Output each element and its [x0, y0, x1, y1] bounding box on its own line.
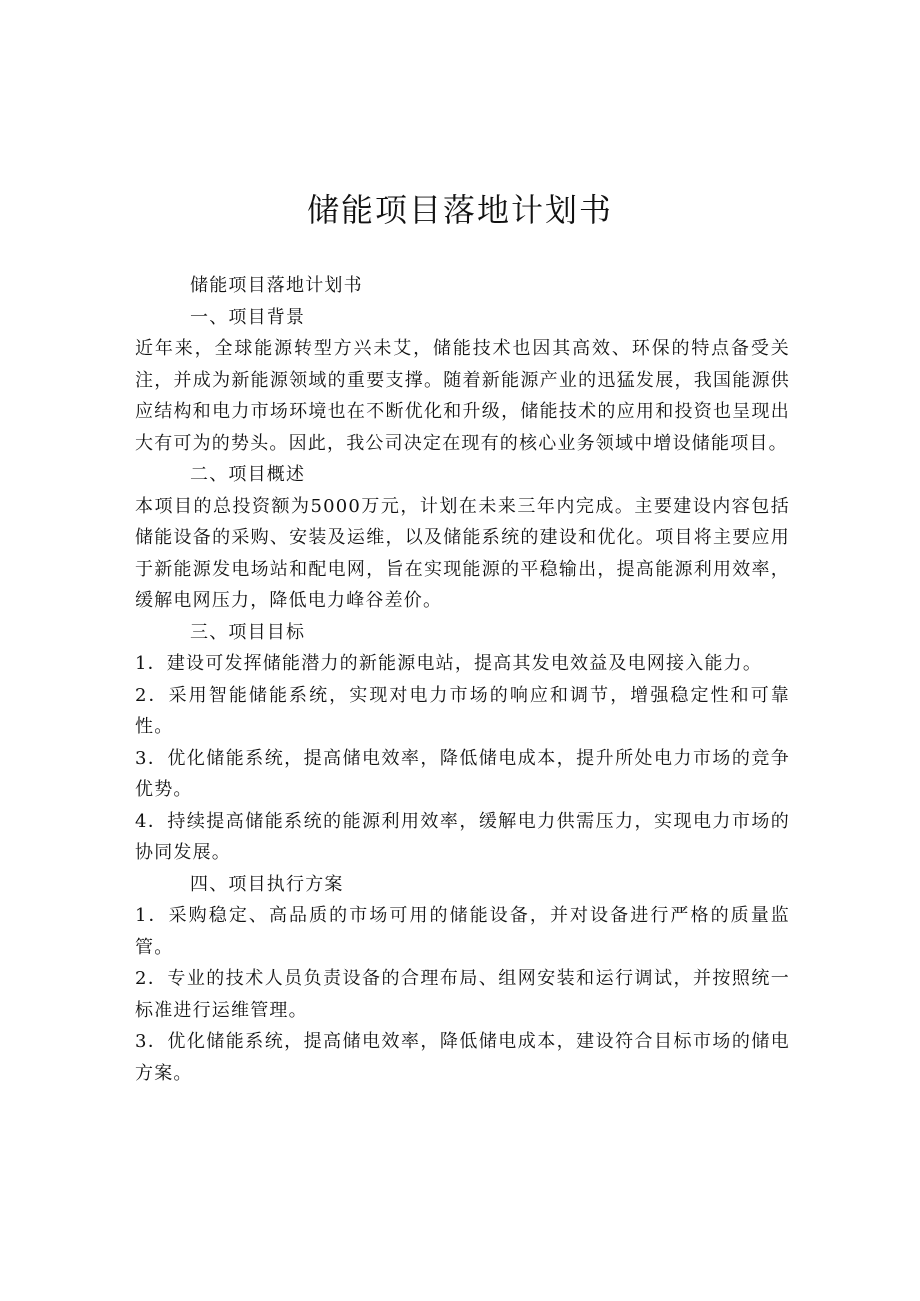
goal-item-1: 1．建设可发挥储能潜力的新能源电站，提高其发电效益及电网接入能力。	[135, 653, 763, 674]
section-paragraph-overview: 本项目的总投资额为5000万元，计划在未来三年内完成。主要建设内容包括储能设备的采购、安装及运维，以及储能系统的建设和优化。项目将主要应用于新能源发电场站和配电网，旨在实现能源的平稳输出，提高能源利用效率，缓解电网压力，降低电力峰谷差价。	[135, 495, 790, 611]
section-heading-background: 一、项目背景	[190, 306, 306, 328]
section-heading-goals: 三、项目目标	[190, 621, 306, 643]
document-body	[135, 270, 790, 1089]
goal-item-4: 4．持续提高储能系统的能源利用效率，缓解电力供需压力，实现电力市场的协同发展。	[135, 810, 790, 863]
section-heading-overview: 二、项目概述	[190, 464, 306, 485]
goal-item-3: 3．优化储能系统，提高储电效率，降低储电成本，提升所处电力市场的竞争优势。	[135, 747, 790, 800]
document-title: 储能项目落地计划书	[306, 191, 613, 229]
execution-item-2: 2．专业的技术人员负责设备的合理布局、组网安装和运行调试，并按照统一标准进行运维管理。	[135, 968, 790, 1021]
document-subtitle: 储能项目落地计划书	[190, 275, 363, 296]
section-heading-execution: 四、项目执行方案	[190, 873, 344, 895]
execution-item-3: 3．优化储能系统，提高储电效率，降低储电成本，建设符合目标市场的储电方案。	[135, 1031, 790, 1084]
section-paragraph-background: 近年来，全球能源转型方兴未艾，储能技术也因其高效、环保的特点备受关注，并成为新能源领域的重要支撑。随着新能源产业的迅猛发展，我国能源供应结构和电力市场环境也在不断优化和升级，储能技术的应用和投资也呈现出大有可为的势头。因此，我公司决定在现有的核心业务领域中增设储能项目。	[135, 338, 790, 454]
execution-item-1: 1．采购稳定、高品质的市场可用的储能设备，并对设备进行严格的质量监管。	[135, 905, 790, 958]
goal-item-2: 2．采用智能储能系统，实现对电力市场的响应和调节，增强稳定性和可靠性。	[135, 684, 790, 737]
